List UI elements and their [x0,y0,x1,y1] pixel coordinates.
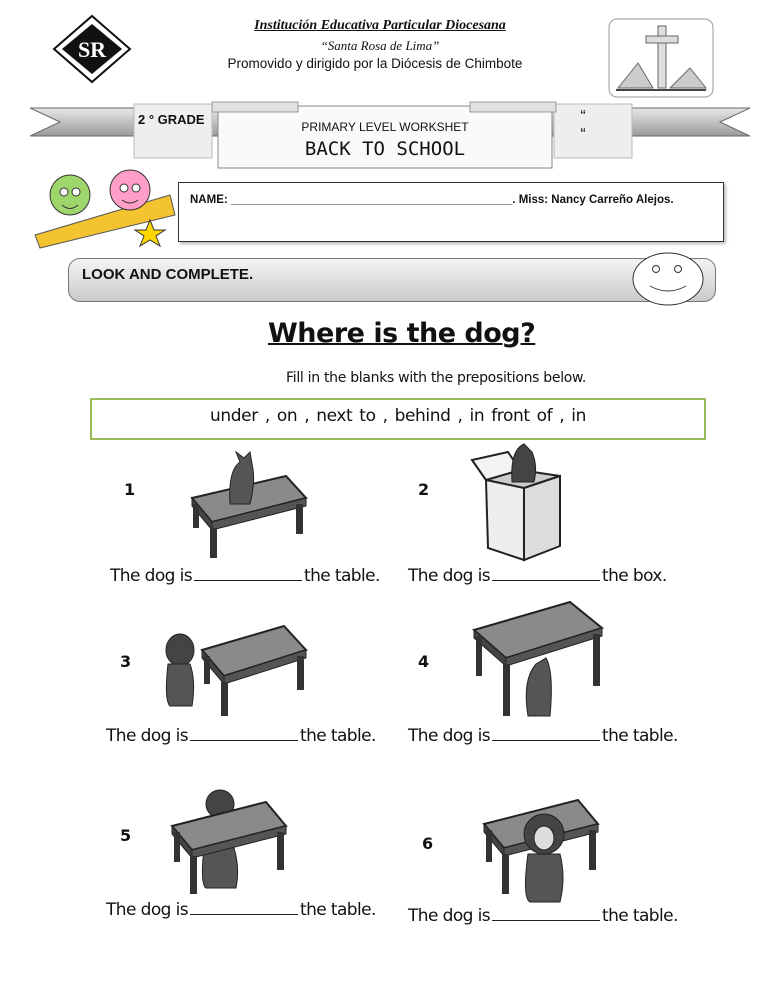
item-3-blank[interactable] [190,739,298,741]
smiley-icon [632,252,704,306]
item-4-number: 4 [418,652,430,671]
item-2-number: 2 [418,480,430,499]
institution-title: Institución Educativa Particular Diocesana [254,18,506,33]
worksheet-title: BACK TO SCHOOL [304,138,466,160]
name-field[interactable]: NAME: ____________________________________________. Miss: Nancy Carreño Alejos. [190,194,674,206]
worksheet-level: PRIMARY LEVEL WORKSHET [301,120,469,134]
table-dog-behind-illustration [170,788,290,900]
item-1-blank[interactable] [194,579,302,581]
item-2-blank[interactable] [492,579,600,581]
table-dog-under-illustration [470,600,605,722]
table-dog-in-front-of-illustration [482,794,602,906]
school-name: “Santa Rosa de Lima” [320,38,440,53]
item-6-blank[interactable] [492,919,600,921]
instruction-label: LOOK AND COMPLETE. [82,266,254,283]
exercise-title: Where is the dog? [268,318,536,349]
item-5-sentence: The dog is the table. [106,900,376,920]
table-dog-on-illustration [188,450,308,560]
item-6-number: 6 [422,834,434,853]
school-crest-logo [52,14,132,84]
student-info-box [178,182,724,242]
exercise-subtitle: Fill in the blanks with the prepositions below. [286,370,587,386]
item-6-sentence: The dog is the table. [408,906,678,926]
item-4-sentence: The dog is the table. [408,726,678,746]
box-dog-in-illustration [468,440,564,562]
item-5-blank[interactable] [190,913,298,915]
quote-marks: “ “ [580,108,616,143]
table-dog-next-to-illustration [160,620,310,720]
item-5-number: 5 [120,826,132,845]
prepositions-list: under , on , next to , behind , in front of , in [210,406,586,426]
item-3-number: 3 [120,652,132,671]
svg-text:SR: SR [77,37,107,62]
item-4-blank[interactable] [492,739,600,741]
item-1-number: 1 [124,480,136,499]
item-2-sentence: The dog is the box. [408,566,667,586]
promoted-by-text: Promovido y dirigido por la Diócesis de Chimbote [227,56,523,71]
diocese-logo [608,18,714,98]
item-1-sentence: The dog is the table. [110,566,380,586]
cartoon-illustration [30,160,180,250]
item-3-sentence: The dog is the table. [106,726,376,746]
grade-label: 2 ° GRADE [138,112,205,127]
